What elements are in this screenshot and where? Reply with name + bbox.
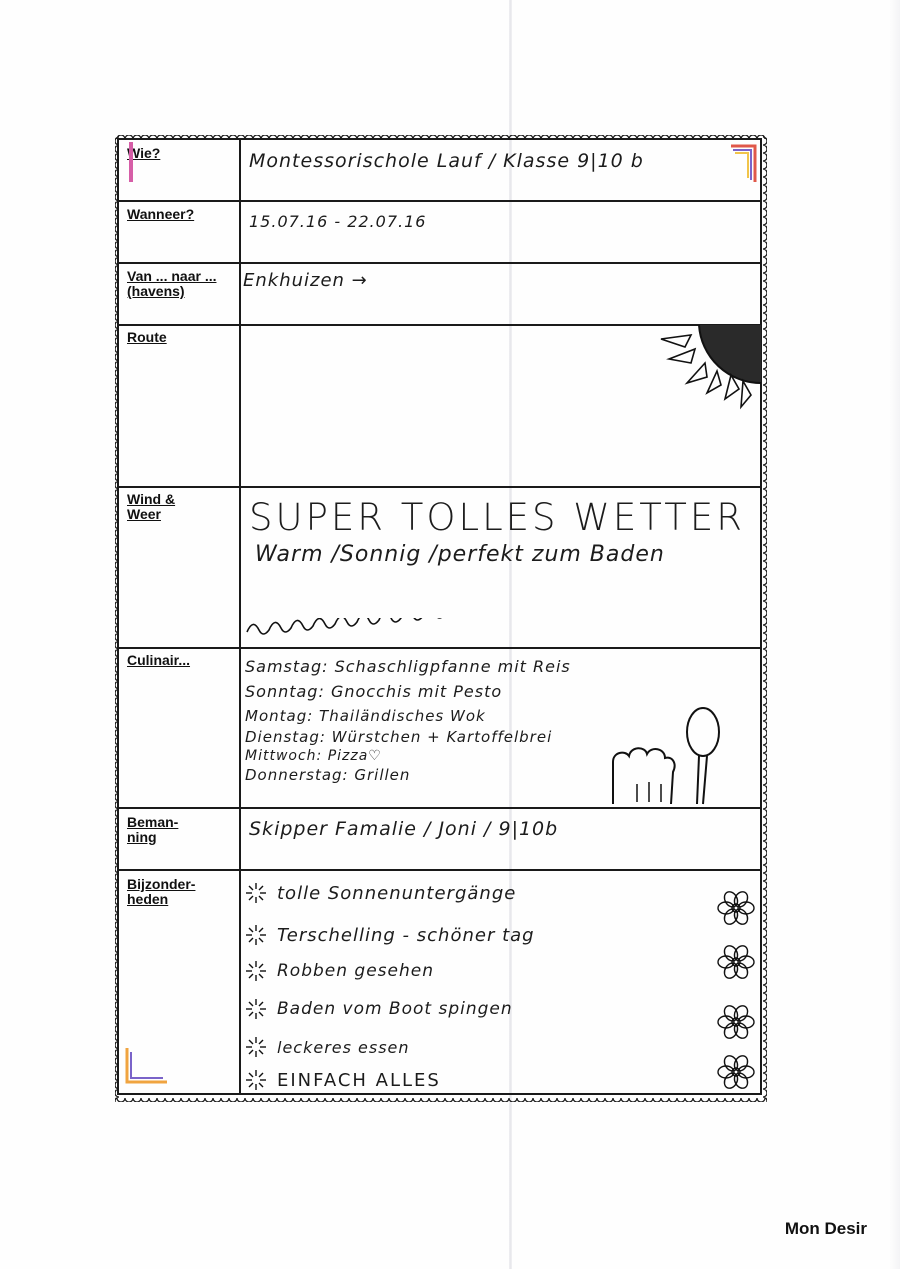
label-route: Route (127, 329, 167, 345)
list-item (245, 998, 513, 1020)
flower-icon (717, 1050, 755, 1094)
sparkle-icon (245, 1036, 267, 1058)
corner-marker-top-left (127, 142, 137, 182)
label-van-naar: Van ... naar ... (havens) (127, 268, 217, 299)
sparkle-icon (245, 924, 267, 946)
culinair-item: Sonntag: Gnocchis mit Pesto (245, 682, 503, 701)
row-divider (119, 200, 760, 202)
entry-van-naar: Enkhuizen → (243, 270, 368, 291)
culinair-list (245, 654, 571, 785)
label-wind-weer: Wind & Weer (127, 491, 176, 522)
entry-weer-sub: Warm /Sonnig /perfekt zum Baden (255, 542, 665, 567)
flower-icon (717, 1000, 755, 1044)
culinair-item: Mittwoch: Pizza♡ (245, 748, 382, 764)
label-wanneer: Wanneer? (127, 206, 195, 222)
list-item (245, 924, 535, 946)
entry-wie: Montessorischole Lauf / Klasse 9|10 b (249, 150, 644, 172)
entry-weer-title: SUPER TOLLES WETTER (249, 496, 745, 539)
list-item (245, 882, 516, 904)
wave-doodle (245, 618, 757, 642)
label-culinair: Culinair... (127, 652, 191, 668)
list-item (245, 1069, 441, 1091)
bijzonderheden-text: EINFACH ALLES (277, 1069, 441, 1091)
corner-marker-top-right (731, 142, 759, 182)
entry-bemanning: Skipper Famalie / Joni / 9|10b (249, 818, 559, 840)
bijzonderheden-text: Robben gesehen (277, 961, 435, 981)
bijzonderheden-text: tolle Sonnenuntergänge (277, 882, 517, 904)
sun-drawing (655, 323, 763, 413)
bijzonderheden-text: leckeres essen (277, 1037, 410, 1057)
list-item (245, 1036, 410, 1058)
row-divider (119, 486, 760, 488)
sparkle-icon (245, 998, 267, 1020)
label-bemanning: Beman-ning (127, 814, 179, 845)
culinair-item: Montag: Thailändisches Wok (245, 707, 486, 725)
culinair-item: Dienstag: Würstchen + Kartoffelbrei (245, 728, 553, 746)
chef-hat-spoon-drawing (607, 706, 727, 808)
corner-marker-bottom-left (123, 1048, 167, 1088)
row-divider (119, 869, 760, 871)
culinair-item: Samstag: Schaschligpfanne mit Reis (245, 657, 571, 676)
column-divider (239, 140, 241, 1093)
entry-wanneer: 15.07.16 - 22.07.16 (249, 212, 427, 231)
row-divider (119, 647, 760, 649)
sparkle-icon (245, 1069, 267, 1091)
list-item (245, 960, 434, 982)
label-bijzonderheden: Bijzonder-heden (127, 876, 196, 907)
paper-edge (890, 0, 900, 1269)
bijzonderheden-text: Baden vom Boot spingen (277, 999, 513, 1019)
bijzonderheden-text: Terschelling - schöner tag (277, 924, 535, 946)
row-divider (119, 262, 760, 264)
sparkle-icon (245, 960, 267, 982)
culinair-item: Donnerstag: Grillen (245, 766, 411, 784)
flower-icon (717, 940, 755, 984)
label-wie: Wie? (127, 145, 161, 161)
footer-boat-name: Mon Desir (784, 1219, 867, 1238)
logbook-table (117, 138, 762, 1095)
sparkle-icon (245, 882, 267, 904)
flower-icon (717, 886, 755, 930)
